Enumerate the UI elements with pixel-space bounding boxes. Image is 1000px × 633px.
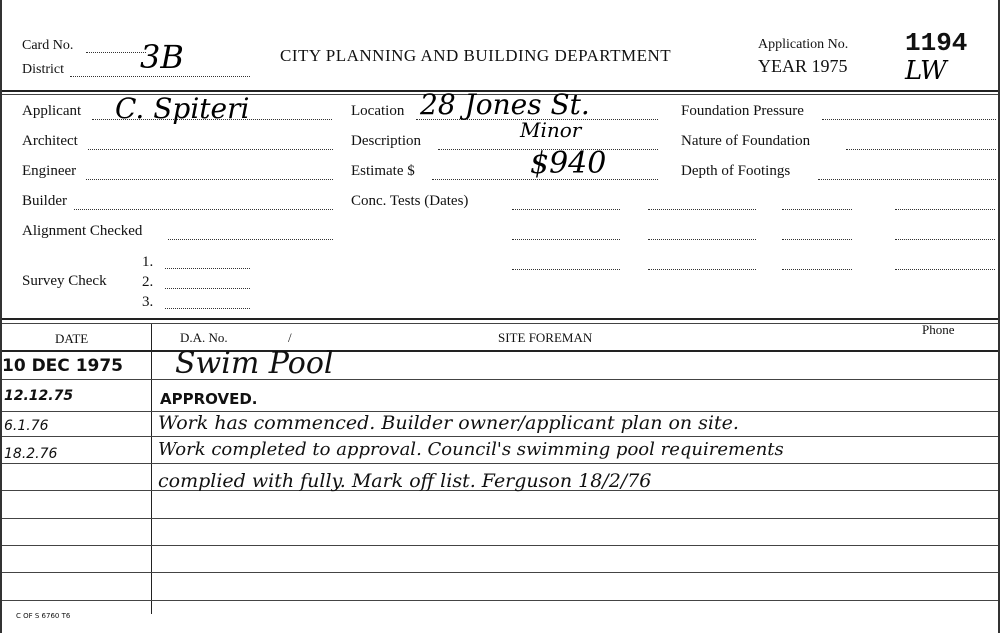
conc-dots-1b — [648, 209, 756, 210]
builder-label: Builder — [22, 193, 67, 209]
form-code: C OF S 6760 T6 — [16, 612, 71, 620]
application-no-value: 1194 — [905, 28, 968, 58]
entry-date-1: 10 DEC 1975 — [2, 356, 124, 376]
conc-dots-1d — [895, 209, 995, 210]
survey-label: Survey Check — [22, 273, 107, 289]
conc-dots-2c — [782, 239, 852, 240]
card-no-label: Card No. — [22, 38, 74, 53]
survey-dots-3 — [165, 308, 250, 309]
card-no-dots — [86, 52, 146, 53]
conc-dots-3b — [648, 269, 756, 270]
location-label: Location — [351, 103, 405, 119]
survey-num-2: 2. — [142, 274, 154, 290]
conc-dots-3a — [512, 269, 620, 270]
alignment-dots — [168, 239, 333, 240]
log-line — [0, 518, 1000, 519]
log-line — [0, 600, 1000, 601]
entry-date-2: 12.12.75 — [4, 388, 74, 404]
foundation-pressure-label: Foundation Pressure — [681, 103, 804, 119]
log-top-rule — [0, 318, 1000, 320]
conc-dots-1a — [512, 209, 620, 210]
da-no-header: D.A. No. — [180, 330, 228, 345]
nature-dots — [846, 149, 996, 150]
log-top-rule-2 — [0, 323, 1000, 324]
year-label: YEAR 1975 — [758, 56, 848, 76]
conc-dots-2b — [648, 239, 756, 240]
conc-dots-3d — [895, 269, 995, 270]
conc-dots-2a — [512, 239, 620, 240]
log-line — [0, 436, 1000, 437]
conc-tests-label: Conc. Tests (Dates) — [351, 193, 469, 209]
nature-label: Nature of Foundation — [681, 133, 811, 149]
log-line — [0, 572, 1000, 573]
date-header: DATE — [55, 331, 89, 346]
card-no-value: 3B — [140, 38, 184, 76]
builder-dots — [74, 209, 333, 210]
location-value: 28 Jones St. — [420, 88, 590, 121]
survey-num-3: 3. — [142, 294, 154, 310]
engineer-dots — [86, 179, 333, 180]
applicant-value: C. Spiteri — [115, 92, 250, 125]
log-header-rule — [0, 350, 1000, 352]
engineer-label: Engineer — [22, 163, 77, 179]
district-label: District — [22, 62, 64, 77]
architect-label: Architect — [22, 133, 78, 149]
da-slash: / — [288, 330, 292, 345]
description-label: Description — [351, 133, 421, 149]
department-title: CITY PLANNING AND BUILDING DEPARTMENT — [280, 46, 672, 65]
log-line — [0, 463, 1000, 464]
conc-dots-2d — [895, 239, 995, 240]
conc-dots-1c — [782, 209, 852, 210]
depth-dots — [818, 179, 996, 180]
estimate-value: $940 — [530, 146, 607, 181]
date-column-rule — [151, 324, 152, 614]
survey-dots-2 — [165, 288, 250, 289]
initials: LW — [905, 56, 947, 86]
entry-text-1: Swim Pool — [175, 346, 334, 381]
entry-text-3: Work has commenced. Builder owner/applicant plan on site. — [158, 412, 739, 434]
alignment-label: Alignment Checked — [22, 223, 143, 239]
survey-num-1: 1. — [142, 254, 154, 270]
survey-dots-1 — [165, 268, 250, 269]
entry-text-4: Work completed to approval. Council's swimming pool requirements — [158, 439, 784, 460]
applicant-label: Applicant — [22, 103, 82, 119]
left-edge — [0, 0, 2, 633]
entry-text-5: complied with fully. Mark off list. Ferguson 18/2/76 — [158, 470, 652, 492]
estimate-label: Estimate $ — [351, 163, 415, 179]
entry-date-3: 6.1.76 — [4, 418, 49, 434]
application-no-label: Application No. — [758, 37, 849, 52]
district-dots — [70, 76, 250, 77]
site-foreman-header: SITE FOREMAN — [498, 330, 593, 345]
foundation-pressure-dots — [822, 119, 996, 120]
description-value: Minor — [520, 118, 582, 142]
architect-dots — [88, 149, 333, 150]
conc-dots-3c — [782, 269, 852, 270]
depth-label: Depth of Footings — [681, 163, 791, 179]
log-line — [0, 545, 1000, 546]
phone-header: Phone — [922, 322, 955, 337]
entry-text-2: APPROVED. — [160, 390, 258, 408]
log-line — [0, 379, 1000, 380]
entry-date-4: 18.2.76 — [4, 446, 58, 462]
